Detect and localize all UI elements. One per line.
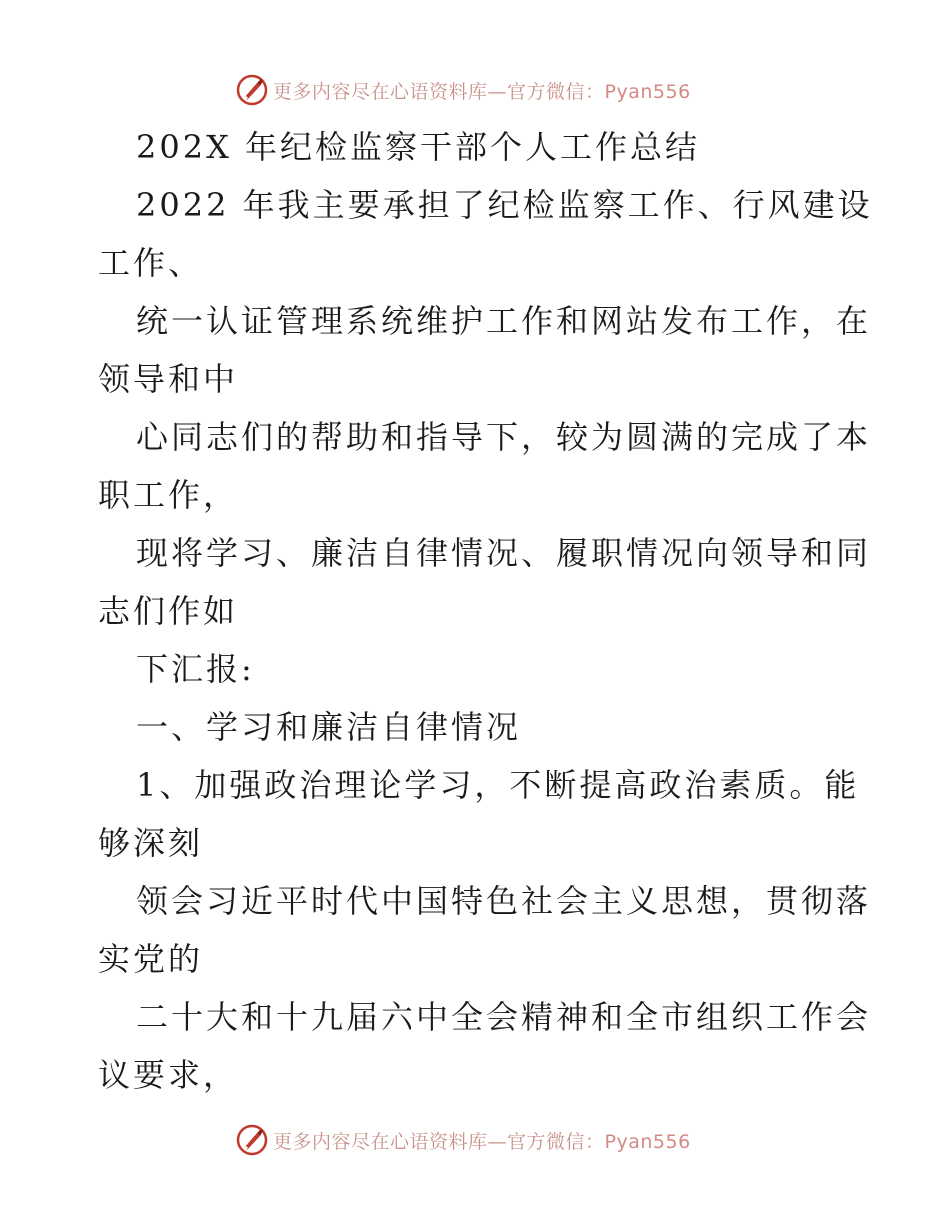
- document-line: 领导和中: [98, 360, 239, 398]
- document-line: 二十大和十九届六中全会精神和全市组织工作会: [136, 998, 872, 1036]
- document-line: 202X 年纪检监察干部个人工作总结: [136, 128, 701, 166]
- document-line: 职工作，: [98, 476, 239, 514]
- document-line: 实党的: [98, 940, 204, 978]
- watermark-text: 更多内容尽在心语资料库—官方微信：Pyan556: [273, 80, 691, 103]
- document-line: 志们作如: [98, 592, 239, 630]
- document-line: 2022 年我主要承担了纪检监察工作、行风建设: [136, 186, 873, 224]
- document-line: 1、加强政治理论学习，不断提高政治素质。能: [136, 766, 860, 804]
- header-watermark: [235, 72, 691, 108]
- pen-logo-icon: [235, 73, 269, 107]
- document-line: 够深刻: [98, 824, 204, 862]
- document-line: 现将学习、廉洁自律情况、履职情况向领导和同: [136, 534, 872, 572]
- document-line: 心同志们的帮助和指导下，较为圆满的完成了本: [136, 418, 872, 456]
- document-line: 工作、: [98, 244, 204, 282]
- document-line: 议要求，: [98, 1056, 239, 1094]
- document-line: 领会习近平时代中国特色社会主义思想，贯彻落: [136, 882, 872, 920]
- document-body: [98, 118, 878, 1104]
- document-line: 统一认证管理系统维护工作和网站发布工作，在: [136, 302, 872, 340]
- document-line: 下汇报:: [136, 650, 255, 688]
- document-line: 一、学习和廉洁自律情况: [136, 708, 522, 746]
- watermark-text: 更多内容尽在心语资料库—官方微信：Pyan556: [273, 1130, 691, 1153]
- pen-logo-icon: [235, 1123, 269, 1157]
- footer-watermark: [235, 1122, 691, 1158]
